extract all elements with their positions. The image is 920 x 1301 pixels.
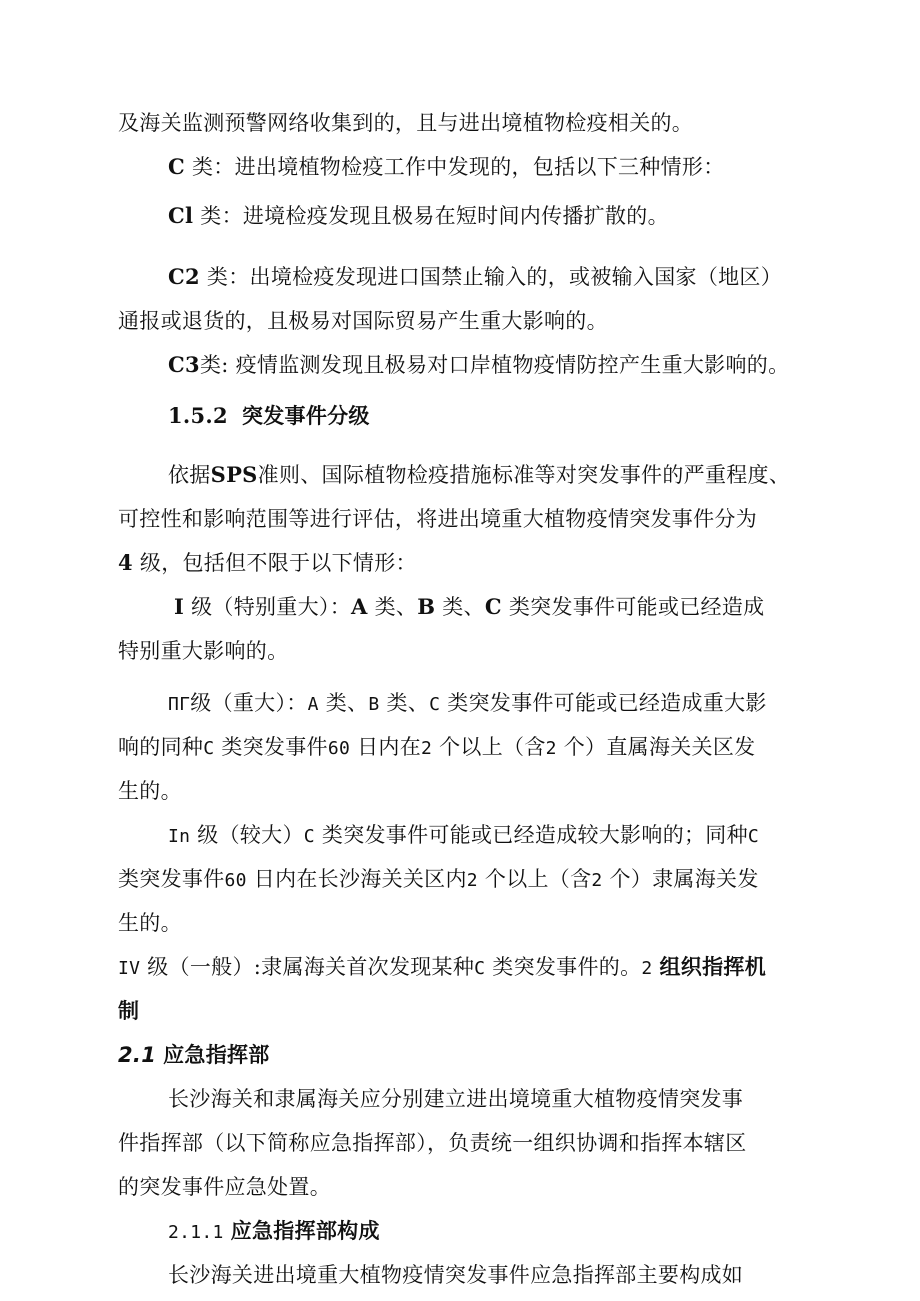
section-heading-2 <box>118 996 838 1026</box>
paragraph-line <box>118 548 838 578</box>
paragraph-line <box>118 1172 838 1202</box>
text: 长沙海关进出境重大植物疫情突发事件应急指挥部主要构成如 <box>168 1263 744 1287</box>
text: 日内在长沙海关关区内 <box>253 867 467 891</box>
text: 类、 <box>325 691 369 715</box>
category-label: Cl <box>168 203 194 228</box>
text: :隶属海关首次发现某种 <box>253 955 475 979</box>
text: SPS <box>210 462 258 487</box>
section-number: 2.1.1 <box>168 1222 224 1243</box>
text: 可控性和影响范围等进行评估，将进出境重大植物疫情突发事件分为 <box>118 507 757 531</box>
text: A <box>351 594 368 619</box>
paragraph-line <box>118 306 838 336</box>
text: 60 <box>327 738 351 759</box>
text: 2 <box>466 870 478 891</box>
text: 级（重大）： <box>190 691 308 715</box>
text: 生的。 <box>118 779 182 803</box>
text: 类、 <box>374 595 418 619</box>
section-heading-2-1-1 <box>168 1216 888 1248</box>
paragraph-line <box>118 908 838 938</box>
text: 2 <box>545 738 557 759</box>
text: 2 <box>421 738 433 759</box>
text: 2 <box>641 958 653 979</box>
text: 日内在 <box>357 735 421 759</box>
text: 类：进出境植物检疫工作中发现的，包括以下三种情形： <box>192 155 725 179</box>
text: C <box>484 594 502 619</box>
text: 的突发事件应急处置。 <box>118 1175 331 1199</box>
text: B <box>368 694 380 715</box>
level-3-line <box>168 820 888 852</box>
text: 及海关监测预警网络收集到的，且与进出境植物检疫相关的。 <box>118 111 694 135</box>
category-label: C2 <box>168 264 200 289</box>
text: 类、 <box>442 595 485 619</box>
text: C <box>474 958 486 979</box>
level-1-line <box>174 592 894 622</box>
text: 类、 <box>386 691 430 715</box>
category-label: C <box>168 154 186 179</box>
text: 级（较大） <box>197 823 304 847</box>
paragraph-line <box>118 636 838 666</box>
paragraph-line <box>118 108 838 138</box>
text: 类突发事件可能或已经造成 <box>508 595 765 619</box>
text: 类: 疫情监测发现且极易对口岸植物疫情防控产生重大影响的。 <box>199 353 790 377</box>
text: I <box>174 594 185 619</box>
section-number: 2.1 <box>118 1043 157 1067</box>
section-heading-2-1 <box>118 1040 838 1070</box>
text: 个）直属海关关区发 <box>563 735 756 759</box>
category-label: C3 <box>168 352 200 377</box>
text: 级（特别重大）： <box>191 595 352 619</box>
text: 响的同种 <box>118 735 204 759</box>
text: In <box>168 826 191 847</box>
text: 依据 <box>168 463 211 487</box>
text: 类突发事件可能或已经造成较大影响的；同种 <box>321 823 748 847</box>
text: 级（一般） <box>147 955 254 979</box>
section-title: 突发事件分级 <box>241 404 370 428</box>
text: IV <box>118 958 141 979</box>
section-title: 应急指挥部 <box>163 1043 270 1067</box>
paragraph-line <box>168 1260 888 1290</box>
text: 60 <box>224 870 247 891</box>
category-c3-line <box>168 350 888 380</box>
text: 个）隶属海关发 <box>609 867 759 891</box>
section-title: 制 <box>118 999 140 1023</box>
level-2-line <box>168 688 888 720</box>
text: 生的。 <box>118 911 182 935</box>
text: 类突发事件可能或已经造成重大影 <box>447 691 767 715</box>
paragraph-line <box>118 776 838 806</box>
section-title: 应急指挥部构成 <box>230 1219 380 1243</box>
text: 类突发事件 <box>118 867 225 891</box>
text: 4 <box>118 550 133 575</box>
paragraph-line <box>118 864 838 896</box>
paragraph-line <box>118 1128 838 1158</box>
text: 个以上（含 <box>484 867 592 891</box>
section-heading-1-5-2 <box>168 401 888 431</box>
text: 特别重大影响的。 <box>118 639 289 663</box>
text: 长沙海关和隶属海关应分别建立进出境境重大植物疫情突发事 <box>168 1087 744 1111</box>
category-c1-line <box>168 201 888 231</box>
paragraph-line <box>168 1084 888 1114</box>
text: 类突发事件 <box>221 735 328 759</box>
text: C <box>203 738 215 759</box>
paragraph-line <box>118 504 838 534</box>
text: C <box>747 826 760 847</box>
text: C <box>429 694 441 715</box>
text: B <box>417 594 436 619</box>
category-c-line <box>168 152 888 182</box>
section-number: 1.5.2 <box>168 403 228 428</box>
text: C <box>303 826 315 847</box>
text: 个以上（含 <box>439 735 546 759</box>
text: 2 <box>591 870 603 891</box>
text: 类：进境检疫发现且极易在短时间内传播扩散的。 <box>200 204 669 228</box>
text: 类：出境检疫发现进口国禁止输入的，或被输入国家（地区） <box>206 265 783 289</box>
level-4-line <box>118 952 838 984</box>
paragraph-line <box>168 460 888 490</box>
text: 准则、国际植物检疫措施标准等对突发事件的严重程度、 <box>257 463 791 487</box>
category-c2-line <box>168 262 888 292</box>
text: ΠΓ <box>168 694 191 715</box>
text: A <box>307 694 319 715</box>
text: 通报或退货的，且极易对国际贸易产生重大影响的。 <box>118 309 608 333</box>
text: 件指挥部（以下简称应急指挥部），负责统一组织协调和指挥本辖区 <box>118 1131 747 1155</box>
section-title: 组织指挥机 <box>659 955 766 979</box>
text: 类突发事件的。 <box>492 955 642 979</box>
paragraph-line <box>118 732 838 764</box>
text: 级，包括但不限于以下情形： <box>139 551 417 575</box>
